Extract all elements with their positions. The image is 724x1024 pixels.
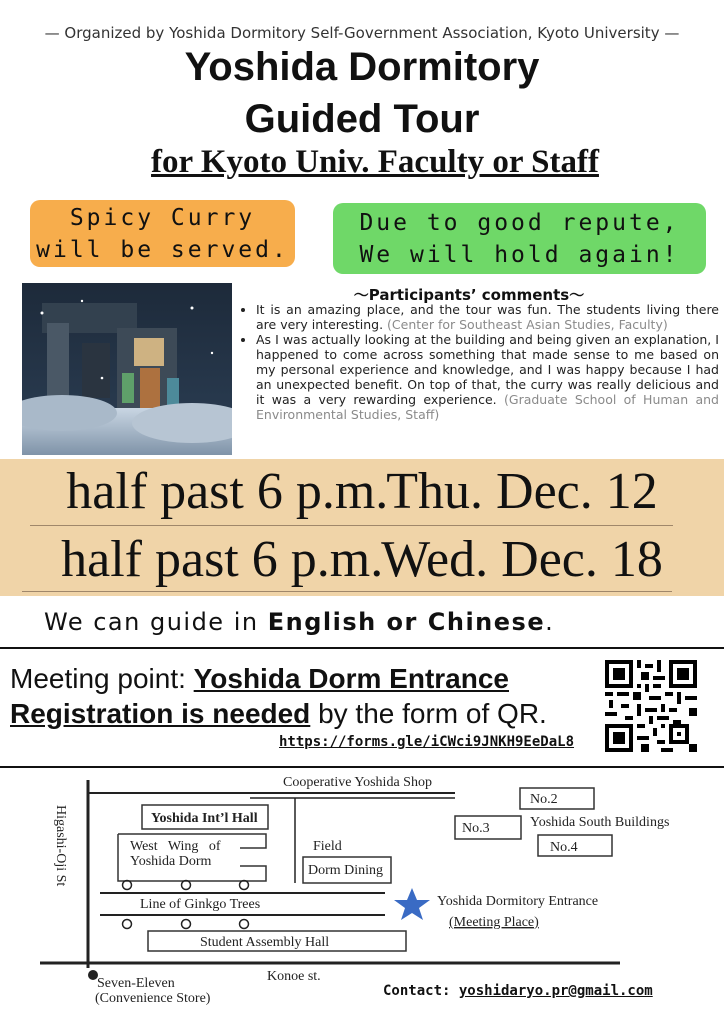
map-label-west-wing-2: Yoshida Dorm <box>130 854 212 869</box>
guide-language-line <box>44 608 554 636</box>
date-row-2 <box>0 530 724 589</box>
map-label-konoe: Konoe st. <box>267 969 321 984</box>
qr-code-icon <box>605 660 697 752</box>
map-label-dorm-dining: Dorm Dining <box>308 863 384 878</box>
comment-item <box>256 302 719 332</box>
registration-form-link[interactable]: https://forms.gle/iCWci9JNKH9EeDaL8 <box>279 734 575 750</box>
registration-needed: Registration is needed <box>10 698 311 729</box>
contact-label: Contact: <box>383 983 459 999</box>
comment-affiliation: (Graduate School of Human and Environmental Studies, Staff) <box>256 392 719 422</box>
comments-list <box>238 302 719 422</box>
date-day: Wed. Dec. 18 <box>381 531 663 588</box>
registration-qr-code[interactable] <box>605 660 697 752</box>
contact-line <box>383 983 653 999</box>
meeting-place-star-icon <box>394 888 430 920</box>
page-subtitle: for Kyoto Univ. Faculty or Staff <box>151 144 599 180</box>
map-label-field: Field <box>313 839 342 854</box>
map-label-assembly: Student Assembly Hall <box>200 935 330 950</box>
curry-badge <box>30 200 295 267</box>
comment-text: As I was actually looking at the building and being given an explanation, I happened to come across something that made sense to me based on my personal experience and knowledge, and I was happy because I had an unexpected benefit. On top of that, the curry was really delicious and it was a very rewarding experience. <box>256 332 719 407</box>
curry-badge-line1: Spicy Curry <box>69 204 256 231</box>
map-label-seven-1: Seven-Eleven <box>97 976 175 991</box>
section-divider <box>0 647 724 649</box>
repute-badge-line2: We will hold again! <box>359 241 680 268</box>
dormitory-photo-image <box>22 283 232 455</box>
date-divider <box>30 525 673 526</box>
registration-suffix: by the form of QR. <box>310 698 547 729</box>
map-label-coop: Cooperative Yoshida Shop <box>283 775 432 790</box>
comment-text: It is an amazing place, and the tour was fun. The students living there are very interesting. <box>256 302 719 332</box>
map-label-meeting-place: (Meeting Place) <box>449 915 539 930</box>
map-label-south: Yoshida South Buildings <box>530 815 670 830</box>
page-title-line1: Yoshida Dormitory <box>184 45 540 89</box>
registration-line <box>10 697 547 731</box>
date-time: half past 6 p.m. <box>61 531 384 588</box>
meeting-point-line <box>10 662 509 696</box>
organizer-line: — Organized by Yoshida Dormitory Self-Government Association, Kyoto University — <box>44 24 680 42</box>
repute-badge <box>333 203 706 274</box>
map-label-intl-hall: Yoshida Int’l Hall <box>151 811 258 826</box>
date-day: Thu. Dec. 12 <box>386 463 658 520</box>
curry-badge-line2: will be served. <box>36 236 289 263</box>
map-label-no3: No.3 <box>462 821 490 836</box>
guide-suffix: . <box>545 608 555 636</box>
comment-item <box>256 332 719 422</box>
date-divider <box>22 591 672 592</box>
guide-languages: English or Chinese <box>267 608 546 636</box>
map-label-higashi: Higashi-Oji St <box>53 805 68 887</box>
map-label-no4: No.4 <box>550 840 578 855</box>
meeting-label: Meeting point: <box>10 663 194 694</box>
map-label-ginkgo: Line of Ginkgo Trees <box>140 897 261 912</box>
date-time: half past 6 p.m. <box>66 463 389 520</box>
date-row-1 <box>0 462 724 521</box>
map-label-no2: No.2 <box>530 792 558 807</box>
repute-badge-line1: Due to good repute, <box>359 209 680 236</box>
dormitory-photo <box>22 283 232 455</box>
comment-affiliation: (Center for Southeast Asian Studies, Faculty) <box>387 317 668 332</box>
guide-prefix: We can guide in <box>44 608 268 636</box>
contact-email-link[interactable]: yoshidaryo.pr@gmail.com <box>458 983 653 999</box>
map-label-entrance: Yoshida Dormitory Entrance <box>437 894 599 909</box>
page-title-line2: Guided Tour <box>244 97 480 141</box>
comments-title: ～Participants’ comments～ <box>353 286 585 304</box>
map-label-seven-2: (Convenience Store) <box>95 991 211 1006</box>
map-label-west-wing-1: West Wing of <box>130 839 221 854</box>
meeting-place: Yoshida Dorm Entrance <box>193 663 509 694</box>
